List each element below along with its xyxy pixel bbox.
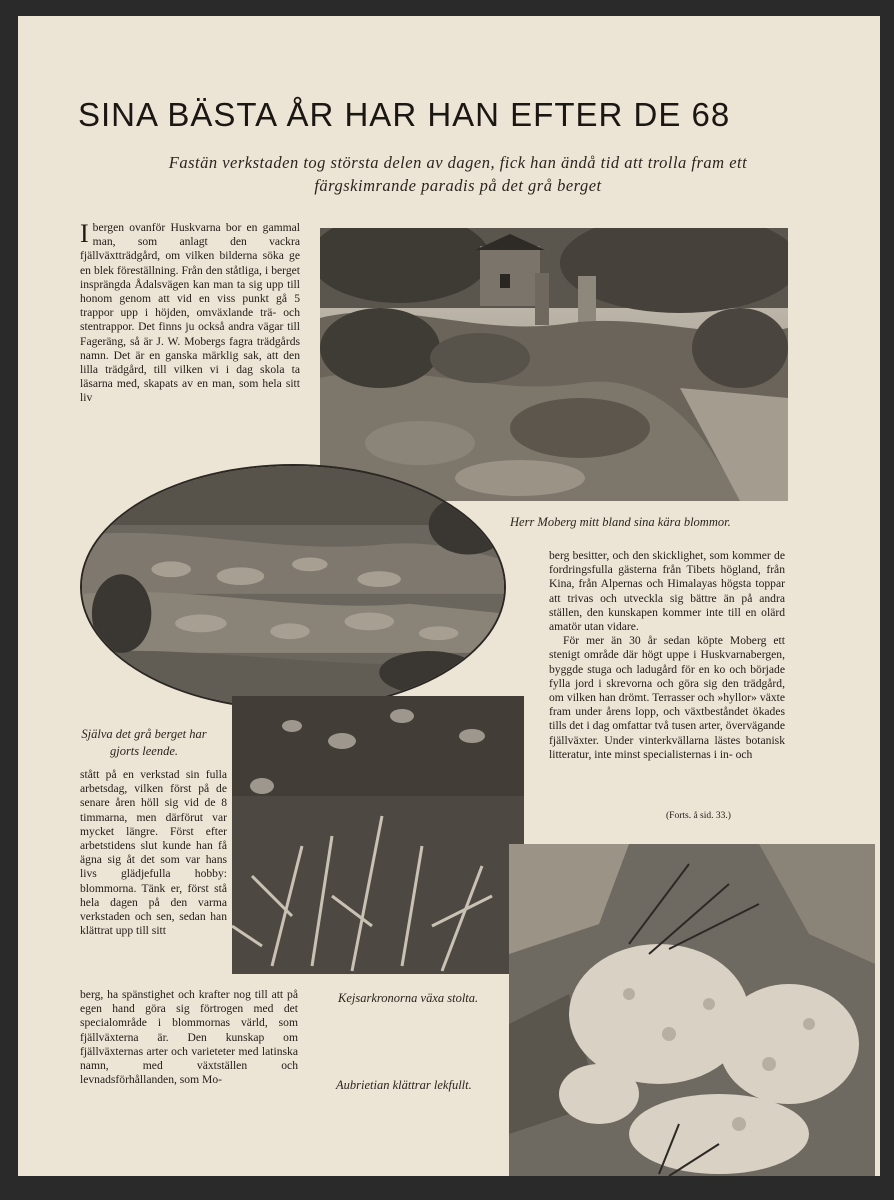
article-text-intro: bergen ovanför Huskvarna bor en gammal man, som anlagt den vackra fjällväxtträdgård, om vilken bilderna söka ge en blek föreställning. Från den ståtliga, i berget insprängda Ådalsvägen kan man ta sig upp till honom genom att vid en viss punkt gå 5 trappor upp i höjden, omväxlande trä- och stentrappor. Det finns ju också andra vägar till Fageräng, så är J. W. Mobergs fagra trädgårds namn. Det är en ganska märklig sak, att den lilla trädgård, till vilken vi i dag skola ta läsarna med, skapats av en man, som hela sitt liv <box>80 221 300 405</box>
article-body-column-3: berg, ha spänstighet och krafter nog till att på egen hand göra sig förtrogen med det specialområde i blommornas värld, som fjällväxterna är. Den kunskap om fjällväxternas arter och varieteter med latinska namn, med växtställen och levnadsförhållanden, som Mo- <box>80 988 298 1087</box>
article-title: SINA BÄSTA ÅR HAR HAN EFTER DE 68 <box>78 96 731 133</box>
crown-imperial-photo <box>232 696 524 974</box>
magazine-page <box>18 16 880 1176</box>
garden-with-cottage-photo <box>320 228 788 501</box>
rock-garden-oval-photo <box>80 464 506 710</box>
aubrieta-photo <box>509 844 875 1176</box>
article-body-column-4 <box>549 549 785 762</box>
article-body-column-1 <box>80 221 300 406</box>
article-body-column-2: stått på en verkstad sin fulla arbetsdag, vilken först på de senare åren höll sig vid de 8 timmarna, men därförut var mycket längre. Först efter arbetstidens slut kunde han få ägna sig åt det som var hans livs glädjefulla hobby: blommorna. Tänk er, först stå hela dagen på den varma verkstaden och sen, sedan han klättrat upp till sitt <box>80 768 227 938</box>
caption-moberg: Herr Moberg mitt bland sina kära blommor. <box>510 515 731 529</box>
article-paragraph: berg besitter, och den skicklighet, som kommer de fordringsfulla gästerna från Tibets högland, från Kina, från Alpernas och Himalayas högsta toppar att trivas och utveckla sig bättre än på andra ställen, den kunskapen kommer inte till en olärd amatör utan vidare. <box>549 549 785 634</box>
article-subtitle: Fastän verkstaden tog största delen av dagen, fick han ändå tid att trolla fram ett färgskimrande paradis på det grå berget <box>168 153 748 195</box>
caption-crown-imperial: Kejsarkronorna växa stolta. <box>338 991 479 1005</box>
continued-note: (Forts. å sid. 33.) <box>666 811 731 821</box>
drop-cap: I <box>80 219 89 248</box>
caption-grey-rock: Själva det grå berget har gjorts leende. <box>81 727 207 758</box>
caption-aubrieta: Aubrietian klättrar lekfullt. <box>336 1078 472 1092</box>
article-paragraph: För mer än 30 år sedan köpte Moberg ett stenigt område där högt uppe i Huskvarnabergen, byggde stuga och ladugård för en ko och började fylla jord i skrevorna och göra sig den trädgård, om vilken han drömt. Terrasser och »hyllor» växte fram under årens lopp, och växtbeståndet ökades tills det i dag omfattar två tusen arter, övervägande fjällväxter. Under vinterkvällarna lästes botanisk litteratur, inte minst specialisternas i in- och <box>549 634 785 761</box>
